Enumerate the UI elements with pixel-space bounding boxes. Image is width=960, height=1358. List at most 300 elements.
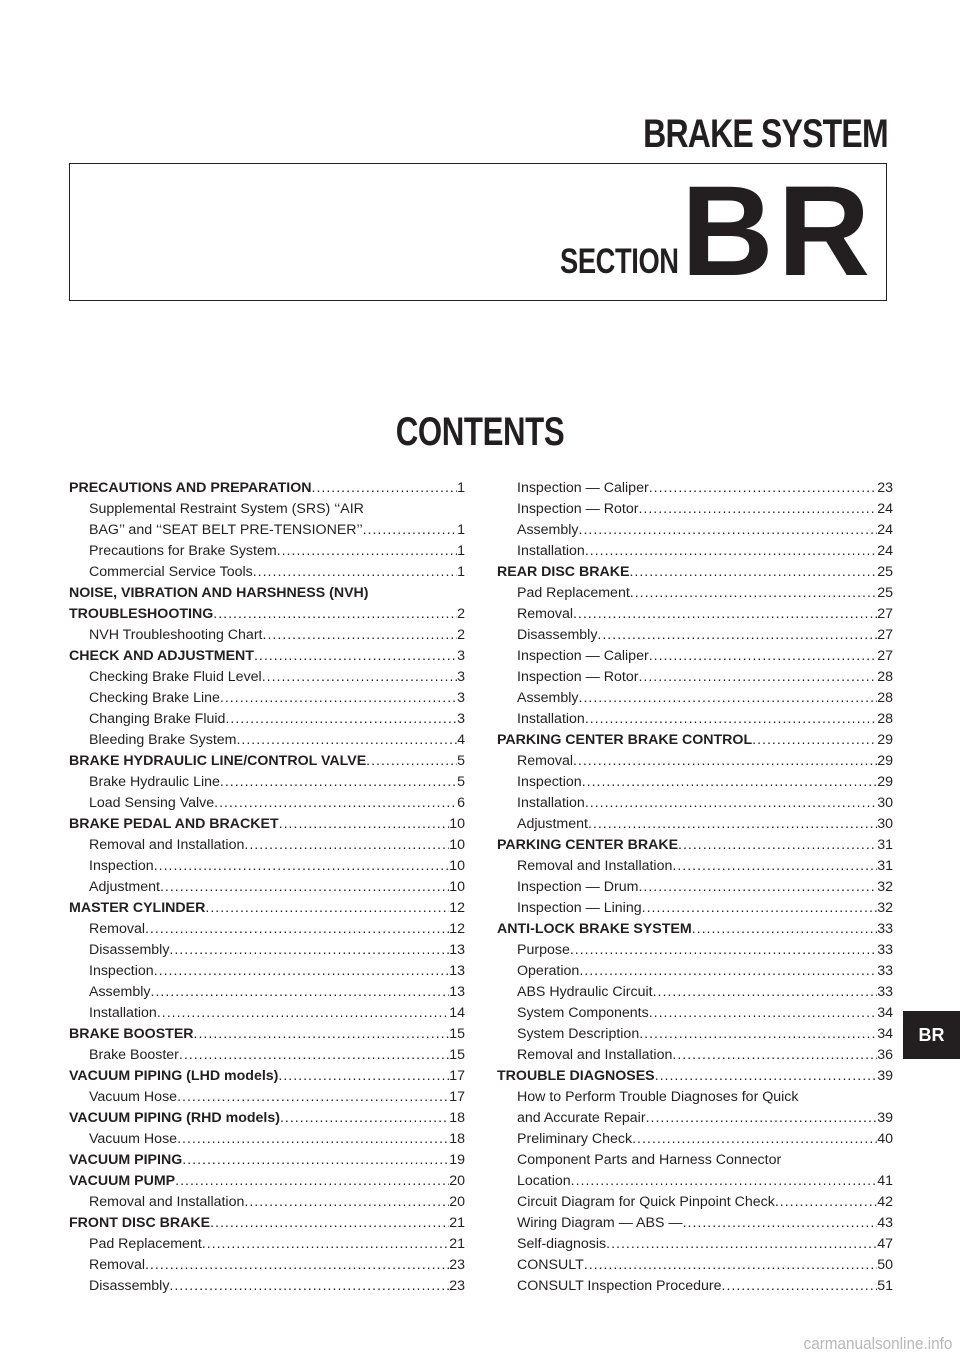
toc-entry-label: Installation — [517, 543, 585, 559]
toc-entry-page: 28 — [877, 669, 893, 685]
toc-entry-page: 33 — [877, 984, 893, 1000]
toc-leader-dots — [182, 1150, 449, 1171]
toc-entry-page: 6 — [457, 795, 465, 811]
toc-leader-dots — [571, 1171, 878, 1192]
toc-entry-label: Pad Replacement — [89, 1236, 202, 1252]
toc-leader-dots — [169, 940, 449, 961]
watermark: carmanualsonline.info — [803, 1334, 952, 1353]
toc-leader-dots — [579, 688, 878, 709]
toc-entry-page: 21 — [449, 1215, 465, 1231]
toc-leader-dots — [646, 1108, 878, 1129]
toc-entry-label: ANTI-LOCK BRAKE SYSTEM — [497, 921, 692, 937]
toc-entry[interactable] — [69, 919, 465, 940]
toc-leader-dots — [649, 478, 878, 499]
toc-entry-page: 10 — [449, 837, 465, 853]
toc-entry-label: Adjustment — [89, 879, 160, 895]
toc-entry-label: Vacuum Hose — [89, 1089, 178, 1105]
toc-entry-label: Inspection — Drum — [517, 879, 639, 895]
toc-entry-page: 5 — [457, 753, 465, 769]
toc-entry-label: How to Perform Trouble Diagnoses for Quick — [517, 1089, 799, 1105]
toc-entry[interactable] — [497, 520, 893, 541]
toc-entry-page: 15 — [449, 1047, 465, 1063]
toc-entry-page: 1 — [457, 480, 465, 496]
toc-entry-label: Inspection — Lining — [517, 900, 642, 916]
toc-entry-label: Removal — [89, 1257, 145, 1273]
toc-entry-page: 32 — [877, 900, 893, 916]
toc-entry-page: 14 — [449, 1005, 465, 1021]
toc-entry[interactable] — [69, 877, 465, 898]
toc-entry-page: 51 — [877, 1278, 893, 1294]
toc-leader-dots — [312, 478, 458, 499]
section-code: BR — [681, 160, 874, 303]
toc-leader-dots — [573, 604, 877, 625]
toc-entry-label: Commercial Service Tools — [89, 564, 253, 580]
toc-entry[interactable] — [497, 751, 893, 772]
toc-entry[interactable] — [497, 730, 893, 751]
toc-entry-label: Disassembly — [517, 627, 598, 643]
toc-entry-label: BAG’’ and ‘‘SEAT BELT PRE-TENSIONER’’ — [89, 522, 363, 538]
toc-entry-label: Circuit Diagram for Quick Pinpoint Check — [517, 1194, 775, 1210]
toc-entry[interactable] — [497, 919, 893, 940]
toc-entry-page: 10 — [449, 879, 465, 895]
toc-leader-dots — [244, 835, 449, 856]
toc-entry[interactable] — [497, 814, 893, 835]
toc-leader-dots — [244, 1192, 449, 1213]
toc-entry-page: 1 — [457, 564, 465, 580]
toc-entry-label: TROUBLE DIAGNOSES — [497, 1068, 655, 1084]
toc-entry-page: 3 — [457, 669, 465, 685]
toc-entry-label: Removal and Installation — [517, 858, 673, 874]
toc-entry-label: Location — [517, 1173, 571, 1189]
toc-entry[interactable] — [497, 1171, 893, 1192]
toc-leader-dots — [639, 1024, 877, 1045]
toc-leader-dots — [585, 793, 877, 814]
toc-entry-label: Precautions for Brake System — [89, 543, 277, 559]
toc-entry-label: ABS Hydraulic Circuit — [517, 984, 653, 1000]
toc-entry-page: 33 — [877, 921, 893, 937]
toc-entry-label: BRAKE HYDRAULIC LINE/CONTROL VALVE — [69, 753, 367, 769]
toc-entry-label: Removal and Installation — [517, 1047, 673, 1063]
toc-entry[interactable] — [69, 1171, 465, 1192]
toc-entry-page: 31 — [877, 858, 893, 874]
toc-entry-label: Self-diagnosis — [517, 1236, 607, 1252]
toc-entry-label: VACUUM PIPING — [69, 1152, 183, 1168]
toc-entry[interactable] — [497, 667, 893, 688]
toc-entry-page: 28 — [877, 711, 893, 727]
toc-leader-dots — [210, 1213, 449, 1234]
toc-entry[interactable] — [69, 499, 465, 520]
toc-entry-page: 10 — [449, 816, 465, 832]
toc-entry-label: Brake Booster — [89, 1047, 179, 1063]
toc-entry[interactable] — [497, 940, 893, 961]
toc-entry-page: 20 — [449, 1173, 465, 1189]
toc-entry[interactable] — [69, 1276, 465, 1297]
toc-entry-page: 18 — [449, 1110, 465, 1126]
toc-entry-label: Load Sensing Valve — [89, 795, 215, 811]
toc-leader-dots — [649, 646, 878, 667]
toc-entry[interactable] — [69, 520, 465, 541]
toc-leader-dots — [279, 814, 450, 835]
toc-entry-label: VACUUM PIPING (LHD models) — [69, 1068, 279, 1084]
toc-leader-dots — [655, 1066, 878, 1087]
toc-entry-page: 29 — [877, 774, 893, 790]
toc-entry[interactable] — [497, 688, 893, 709]
toc-entry-label: Inspection — Rotor — [517, 501, 639, 517]
toc-leader-dots — [570, 940, 877, 961]
toc-entry-page: 28 — [877, 690, 893, 706]
toc-leader-dots — [579, 520, 878, 541]
toc-entry[interactable] — [497, 1129, 893, 1150]
toc-entry[interactable] — [69, 688, 465, 709]
toc-leader-dots — [584, 1255, 877, 1276]
toc-leader-dots — [775, 1192, 877, 1213]
toc-leader-dots — [151, 982, 450, 1003]
toc-entry-page: 27 — [877, 648, 893, 664]
toc-leader-dots — [678, 835, 877, 856]
toc-entry-page: 12 — [449, 921, 465, 937]
toc-entry[interactable] — [69, 583, 465, 604]
toc-entry[interactable] — [69, 751, 465, 772]
toc-entry[interactable] — [497, 1255, 893, 1276]
toc-entry-label: Installation — [517, 711, 585, 727]
toc-leader-dots — [573, 751, 877, 772]
toc-entry[interactable] — [497, 856, 893, 877]
toc-entry[interactable] — [69, 1234, 465, 1255]
toc-leader-dots — [630, 583, 877, 604]
toc-entry-page: 24 — [877, 501, 893, 517]
toc-entry-page: 3 — [457, 648, 465, 664]
toc-entry-page: 30 — [877, 816, 893, 832]
toc-entry-page: 33 — [877, 963, 893, 979]
toc-entry[interactable] — [69, 961, 465, 982]
contents-heading-text: CONTENTS — [395, 410, 565, 454]
toc-leader-dots — [213, 604, 457, 625]
toc-entry-page: 30 — [877, 795, 893, 811]
toc-entry-page: 31 — [877, 837, 893, 853]
toc-entry-page: 20 — [449, 1194, 465, 1210]
toc-entry-label: System Components — [517, 1005, 649, 1021]
toc-entry[interactable] — [69, 541, 465, 562]
toc-leader-dots — [145, 919, 449, 940]
toc-entry[interactable] — [497, 1003, 893, 1024]
toc-entry[interactable] — [497, 772, 893, 793]
toc-entry-label: Inspection — Caliper — [517, 480, 649, 496]
toc-entry[interactable] — [497, 583, 893, 604]
toc-entry-label: Assembly — [89, 984, 151, 1000]
toc-entry-label: Removal — [517, 753, 573, 769]
toc-leader-dots — [588, 814, 877, 835]
toc-entry[interactable] — [497, 1192, 893, 1213]
toc-entry-page: 42 — [877, 1194, 893, 1210]
toc-entry[interactable] — [497, 961, 893, 982]
toc-entry-label: CHECK AND ADJUSTMENT — [69, 648, 254, 664]
toc-entry[interactable] — [497, 646, 893, 667]
contents-heading — [0, 410, 960, 455]
toc-entry-page: 32 — [877, 879, 893, 895]
toc-entry[interactable] — [497, 541, 893, 562]
toc-entry[interactable] — [497, 1066, 893, 1087]
toc-leader-dots — [280, 1108, 449, 1129]
toc-leader-dots — [638, 499, 877, 520]
toc-entry-page: 29 — [877, 732, 893, 748]
toc-entry-page: 36 — [877, 1047, 893, 1063]
toc-leader-dots — [169, 1276, 449, 1297]
toc-entry-page: 25 — [877, 564, 893, 580]
toc-entry[interactable] — [69, 898, 465, 919]
toc-leader-dots — [278, 1066, 449, 1087]
toc-entry[interactable] — [69, 982, 465, 1003]
toc-right-column — [497, 478, 893, 1297]
toc-leader-dots — [649, 1003, 878, 1024]
toc-entry[interactable] — [69, 478, 465, 499]
toc-entry[interactable] — [69, 730, 465, 751]
toc-entry[interactable] — [497, 1024, 893, 1045]
toc-leader-dots — [202, 1234, 449, 1255]
toc-entry-page: 13 — [449, 984, 465, 1000]
toc-entry-label: Vacuum Hose — [89, 1131, 178, 1147]
toc-entry-label: Disassembly — [89, 1278, 170, 1294]
toc-entry-label: TROUBLESHOOTING — [69, 606, 214, 622]
toc-entry-page: 1 — [457, 543, 465, 559]
toc-entry[interactable] — [69, 940, 465, 961]
toc-entry[interactable] — [69, 1255, 465, 1276]
toc-entry-label: Preliminary Check — [517, 1131, 633, 1147]
toc-entry-label: BRAKE PEDAL AND BRACKET — [69, 816, 279, 832]
toc-entry-label: Operation — [517, 963, 580, 979]
toc-entry-page: 27 — [877, 606, 893, 622]
toc-entry-label: Disassembly — [89, 942, 170, 958]
toc-leader-dots — [672, 856, 877, 877]
toc-leader-dots — [653, 982, 878, 1003]
toc-entry-page: 3 — [457, 711, 465, 727]
toc-leader-dots — [220, 688, 457, 709]
toc-leader-dots — [692, 919, 878, 940]
toc-entry[interactable] — [69, 772, 465, 793]
toc-leader-dots — [683, 1213, 878, 1234]
toc-leader-dots — [177, 1087, 449, 1108]
toc-entry[interactable] — [69, 709, 465, 730]
toc-entry[interactable] — [69, 1213, 465, 1234]
toc-entry[interactable] — [497, 982, 893, 1003]
toc-entry-label: Changing Brake Fluid — [89, 711, 226, 727]
toc-entry-label: Wiring Diagram — ABS — — [517, 1215, 683, 1231]
toc-leader-dots — [175, 1171, 449, 1192]
toc-entry[interactable] — [497, 1234, 893, 1255]
toc-entry-page: 50 — [877, 1257, 893, 1273]
toc-leader-dots — [366, 751, 457, 772]
toc-entry-label: VACUUM PIPING (RHD models) — [69, 1110, 280, 1126]
toc-entry-label: REAR DISC BRAKE — [497, 564, 630, 580]
toc-entry-label: Installation — [517, 795, 585, 811]
toc-leader-dots — [582, 772, 878, 793]
toc-entry-label: Checking Brake Fluid Level — [89, 669, 262, 685]
toc-entry-label: PRECAUTIONS AND PREPARATION — [69, 480, 312, 496]
toc-entry[interactable] — [497, 1108, 893, 1129]
toc-entry[interactable] — [69, 1087, 465, 1108]
toc-entry-page: 34 — [877, 1026, 893, 1042]
toc-leader-dots — [263, 625, 458, 646]
toc-entry-label: Brake Hydraulic Line — [89, 774, 220, 790]
toc-leader-dots — [632, 1129, 877, 1150]
toc-entry[interactable] — [69, 793, 465, 814]
toc-entry-label: CONSULT Inspection Procedure — [517, 1278, 722, 1294]
toc-entry-label: BRAKE BOOSTER — [69, 1026, 194, 1042]
toc-entry[interactable] — [69, 1150, 465, 1171]
toc-entry-label: Removal and Installation — [89, 1194, 245, 1210]
toc-entry-page: 41 — [877, 1173, 893, 1189]
toc-entry-page: 33 — [877, 942, 893, 958]
toc-entry-page: 12 — [449, 900, 465, 916]
toc-entry-page: 3 — [457, 690, 465, 706]
toc-leader-dots — [194, 1024, 450, 1045]
toc-entry[interactable] — [497, 898, 893, 919]
toc-entry[interactable] — [69, 625, 465, 646]
toc-entry-page: 47 — [877, 1236, 893, 1252]
toc-entry[interactable] — [497, 1087, 893, 1108]
toc-entry-label: Component Parts and Harness Connector — [517, 1152, 782, 1168]
toc-entry[interactable] — [69, 667, 465, 688]
toc-leader-dots — [672, 1045, 877, 1066]
toc-entry[interactable] — [497, 1276, 893, 1297]
toc-entry[interactable] — [497, 604, 893, 625]
toc-leader-dots — [160, 877, 449, 898]
toc-leader-dots — [177, 1129, 449, 1150]
toc-entry-label: Bleeding Brake System — [89, 732, 237, 748]
toc-leader-dots — [752, 730, 877, 751]
toc-entry[interactable] — [69, 1003, 465, 1024]
toc-entry[interactable] — [497, 709, 893, 730]
toc-left-column — [69, 478, 465, 1297]
toc-entry-label: VACUUM PUMP — [69, 1173, 176, 1189]
toc-leader-dots — [154, 961, 450, 982]
toc-leader-dots — [579, 961, 877, 982]
toc-entry-label: Installation — [89, 1005, 157, 1021]
toc-entry-label: Pad Replacement — [517, 585, 630, 601]
toc-entry-page: 4 — [457, 732, 465, 748]
toc-entry-page: 43 — [877, 1215, 893, 1231]
toc-leader-dots — [157, 1003, 449, 1024]
toc-entry[interactable] — [497, 478, 893, 499]
toc-leader-dots — [205, 898, 449, 919]
toc-entry-page: 24 — [877, 522, 893, 538]
toc-entry-page: 13 — [449, 963, 465, 979]
toc-entry[interactable] — [69, 856, 465, 877]
toc-entry-page: 18 — [449, 1131, 465, 1147]
toc-entry[interactable] — [497, 499, 893, 520]
toc-leader-dots — [254, 646, 457, 667]
toc-entry-page: 39 — [877, 1110, 893, 1126]
toc-leader-dots — [262, 667, 457, 688]
toc-entry-label: PARKING CENTER BRAKE — [497, 837, 679, 853]
toc-leader-dots — [363, 520, 458, 541]
toc-leader-dots — [629, 562, 877, 583]
toc-entry-label: Adjustment — [517, 816, 588, 832]
toc-entry-page: 34 — [877, 1005, 893, 1021]
toc-entry[interactable] — [69, 562, 465, 583]
toc-entry-page: 40 — [877, 1131, 893, 1147]
toc-leader-dots — [225, 709, 457, 730]
toc-entry[interactable] — [69, 1192, 465, 1213]
toc-entry-page: 25 — [877, 585, 893, 601]
toc-entry-label: Purpose — [517, 942, 570, 958]
toc-entry[interactable] — [497, 1213, 893, 1234]
toc-entry-label: Inspection — Caliper — [517, 648, 649, 664]
toc-entry-label: Removal — [89, 921, 145, 937]
toc-leader-dots — [585, 541, 877, 562]
toc-entry-page: 5 — [457, 774, 465, 790]
toc-entry-page: 39 — [877, 1068, 893, 1084]
toc-entry-label: Removal and Installation — [89, 837, 245, 853]
toc-entry-label: Assembly — [517, 522, 579, 538]
toc-entry-page: 1 — [457, 522, 465, 538]
toc-entry[interactable] — [69, 1129, 465, 1150]
toc-entry[interactable] — [497, 562, 893, 583]
toc-entry-page: 21 — [449, 1236, 465, 1252]
toc-entry-label: Supplemental Restraint System (SRS) ‘‘AIR — [89, 501, 364, 517]
toc-leader-dots — [638, 877, 877, 898]
toc-entry[interactable] — [69, 1066, 465, 1087]
toc-entry[interactable] — [497, 793, 893, 814]
toc-entry[interactable] — [497, 835, 893, 856]
toc-entry[interactable] — [497, 1150, 893, 1171]
toc-entry-page: 24 — [877, 543, 893, 559]
toc-leader-dots — [253, 562, 457, 583]
toc-leader-dots — [642, 898, 878, 919]
section-tab[interactable]: BR — [903, 1011, 960, 1059]
toc-entry[interactable] — [69, 1024, 465, 1045]
toc-entry-page: 17 — [449, 1089, 465, 1105]
toc-entry-page: 10 — [449, 858, 465, 874]
toc-entry-label: Inspection — [517, 774, 582, 790]
toc-entry[interactable] — [69, 1045, 465, 1066]
toc-entry[interactable] — [497, 1045, 893, 1066]
toc-entry-label: Inspection — Rotor — [517, 669, 639, 685]
toc-leader-dots — [154, 856, 450, 877]
toc-entry-label: Checking Brake Line — [89, 690, 220, 706]
toc-entry[interactable] — [69, 814, 465, 835]
toc-entry-page: 15 — [449, 1026, 465, 1042]
toc-entry[interactable] — [69, 604, 465, 625]
toc-entry-label: Removal — [517, 606, 573, 622]
section-word: SECTION — [560, 242, 679, 281]
toc-leader-dots — [585, 709, 877, 730]
toc-leader-dots — [179, 1045, 449, 1066]
toc-entry-label: NVH Troubleshooting Chart — [89, 627, 263, 643]
toc-entry-page: 23 — [449, 1278, 465, 1294]
toc-entry-page: 23 — [449, 1257, 465, 1273]
toc-entry[interactable] — [69, 646, 465, 667]
toc-entry-page: 29 — [877, 753, 893, 769]
toc-leader-dots — [638, 667, 877, 688]
toc-entry[interactable] — [69, 835, 465, 856]
toc-entry-label: Inspection — [89, 858, 154, 874]
toc-entry[interactable] — [497, 877, 893, 898]
toc-entry-page: 17 — [449, 1068, 465, 1084]
toc-entry-label: PARKING CENTER BRAKE CONTROL — [497, 732, 753, 748]
toc-leader-dots — [214, 793, 457, 814]
toc-entry-label: NOISE, VIBRATION AND HARSHNESS (NVH) — [69, 585, 369, 601]
toc-leader-dots — [220, 772, 457, 793]
toc-entry-label: Assembly — [517, 690, 579, 706]
toc-entry[interactable] — [497, 625, 893, 646]
toc-entry-label: CONSULT — [517, 1257, 584, 1273]
toc-entry-label: Inspection — [89, 963, 154, 979]
toc-entry-label: MASTER CYLINDER — [69, 900, 206, 916]
toc-entry[interactable] — [69, 1108, 465, 1129]
document-title: BRAKE SYSTEM — [643, 112, 888, 156]
toc-entry-page: 27 — [877, 627, 893, 643]
toc-entry-label: FRONT DISC BRAKE — [69, 1215, 211, 1231]
